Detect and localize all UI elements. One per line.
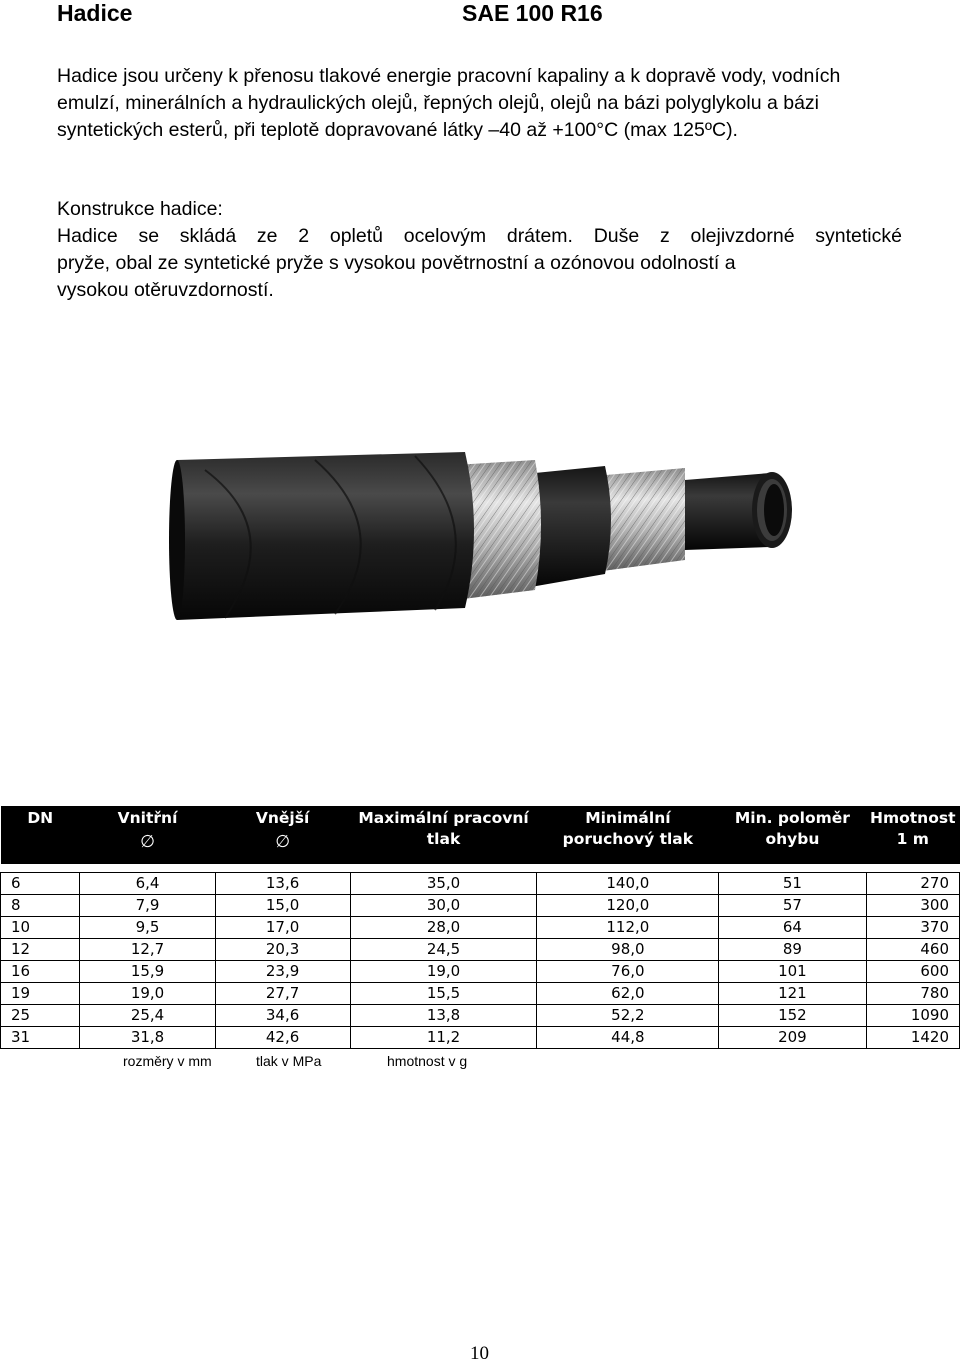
table-cell: 12 (1, 939, 80, 961)
table-cell: 1090 (866, 1005, 960, 1027)
table-cell: 15,0 (215, 895, 350, 917)
units-pressure: tlak v MPa (256, 1053, 322, 1069)
table-cell: 12,7 (80, 939, 215, 961)
table-cell: 44,8 (537, 1027, 719, 1049)
table-cell: 101 (719, 961, 866, 983)
table-row (1, 983, 960, 1005)
construction-section (57, 196, 902, 304)
table-cell: 8 (1, 895, 80, 917)
table-cell: 370 (866, 917, 960, 939)
table-cell: 51 (719, 873, 866, 895)
col-header-burst-pressure: Minimální poruchový tlak (562, 809, 694, 848)
table-row (1, 873, 960, 895)
table-cell: 17,0 (215, 917, 350, 939)
specification-table (0, 806, 960, 1049)
table-cell: 7,9 (80, 895, 215, 917)
table-cell: 121 (719, 983, 866, 1005)
table-cell: 19,0 (80, 983, 215, 1005)
intro-paragraph: Hadice jsou určeny k přenosu tlakové energie pracovní kapaliny a k dopravě vody, vodních emulzí, minerálních a hydraulických olejů, řepných olejů, olejů na bázi polyglykolu a bázi syntetických esterů, při teplotě dopravované látky –40 až +100°C (max 125ºC). (57, 65, 841, 141)
table-cell: 89 (719, 939, 866, 961)
table-cell: 9,5 (80, 917, 215, 939)
table-row (1, 917, 960, 939)
table-cell: 270 (866, 873, 960, 895)
table-cell: 35,0 (350, 873, 537, 895)
table-cell: 25,4 (80, 1005, 215, 1027)
construction-line-1: Hadice se skládá ze 2 opletů ocelovým drátem. Duše z olejivzdorné syntetické (57, 225, 902, 247)
page-title: Hadice (57, 0, 133, 26)
col-header-outer-diameter: Vnější ∅ (215, 806, 350, 864)
table-cell: 76,0 (537, 961, 719, 983)
table-cell: 23,9 (215, 961, 350, 983)
table-cell: 13,6 (215, 873, 350, 895)
table-cell: 600 (866, 961, 960, 983)
diameter-icon: ∅ (140, 832, 155, 852)
table-cell: 460 (866, 939, 960, 961)
table-cell: 19 (1, 983, 80, 1005)
table-cell: 152 (719, 1005, 866, 1027)
table-cell: 13,8 (350, 1005, 537, 1027)
diameter-icon: ∅ (275, 832, 290, 852)
standard-title: SAE 100 R16 (462, 0, 603, 26)
units-weight: hmotnost v g (387, 1053, 468, 1069)
table-row (1, 895, 960, 917)
table-cell: 27,7 (215, 983, 350, 1005)
table-row (1, 1027, 960, 1049)
table-cell: 780 (866, 983, 960, 1005)
table-cell: 31 (1, 1027, 80, 1049)
table-cell: 25 (1, 1005, 80, 1027)
table-cell: 31,8 (80, 1027, 215, 1049)
table-cell: 209 (719, 1027, 866, 1049)
table-row (1, 961, 960, 983)
table-cell: 15,9 (80, 961, 215, 983)
table-body (1, 864, 960, 1049)
construction-line-3: vysokou otěruvzdorností. (57, 279, 274, 301)
units-dimensions: rozměry v mm (123, 1053, 212, 1069)
table-header-row (1, 806, 960, 864)
table-cell: 24,5 (350, 939, 537, 961)
table-cell: 16 (1, 961, 80, 983)
table-cell: 98,0 (537, 939, 719, 961)
construction-heading: Konstrukce hadice: (57, 198, 223, 220)
table-cell: 34,6 (215, 1005, 350, 1027)
col-header-bend-radius: Min. poloměr ohybu (734, 809, 850, 848)
table-cell: 62,0 (537, 983, 719, 1005)
table-row (1, 939, 960, 961)
col-header-dn: DN (27, 809, 54, 827)
table-cell: 64 (719, 917, 866, 939)
table-cell: 140,0 (537, 873, 719, 895)
construction-line-2: pryže, obal ze syntetické pryže s vysokou povětrnostní a ozónovou odolností a (57, 252, 736, 274)
col-header-max-pressure: Maximální pracovní tlak (358, 809, 529, 848)
table-cell: 120,0 (537, 895, 719, 917)
page-number: 10 (470, 1343, 489, 1364)
table-cell: 6,4 (80, 873, 215, 895)
table-cell: 11,2 (350, 1027, 537, 1049)
table-row (1, 1005, 960, 1027)
table-cell: 42,6 (215, 1027, 350, 1049)
table-cell: 112,0 (537, 917, 719, 939)
table-cell: 10 (1, 917, 80, 939)
col-header-inner-diameter: Vnitřní ∅ (80, 806, 215, 864)
table-cell: 300 (866, 895, 960, 917)
table-cell: 19,0 (350, 961, 537, 983)
col-header-weight: Hmotnost 1 m (870, 809, 956, 848)
table-cell: 6 (1, 873, 80, 895)
table-cell: 1420 (866, 1027, 960, 1049)
hose-illustration (165, 440, 815, 640)
table-cell: 20,3 (215, 939, 350, 961)
table-cell: 52,2 (537, 1005, 719, 1027)
table-cell: 57 (719, 895, 866, 917)
table-cell: 15,5 (350, 983, 537, 1005)
table-cell: 28,0 (350, 917, 537, 939)
table-cell: 30,0 (350, 895, 537, 917)
